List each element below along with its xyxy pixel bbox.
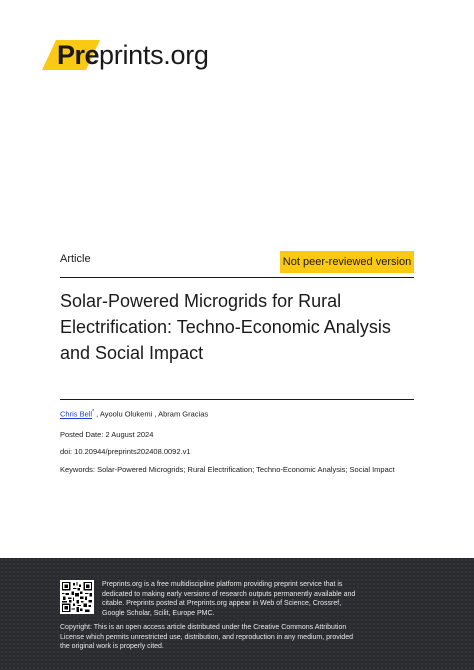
qr-code-icon[interactable] bbox=[60, 580, 94, 614]
preprints-logo[interactable] bbox=[42, 40, 209, 70]
logo-rest-text: prints.org bbox=[99, 39, 209, 70]
author-link-chris-bell[interactable]: Chris Bell bbox=[60, 409, 93, 419]
keywords: Keywords: Solar-Powered Microgrids; Rural Electrification; Techno-Economic Analysis; Social Impact bbox=[60, 465, 395, 474]
copyright-notice: Copyright: This is an open access article distributed under the Creative Commons Attribution License which permits unrestricted use, distribution, and reproduction in any medium, provided the original work is properly cited. bbox=[60, 624, 353, 651]
article-title: Solar-Powered Microgrids for Rural Electrification: Techno-Economic Analysis and Social Impact bbox=[60, 291, 391, 363]
article-type: Article bbox=[60, 253, 91, 265]
corresponding-author-mark: * bbox=[92, 409, 95, 415]
posted-date: Posted Date: 2 August 2024 bbox=[60, 430, 154, 439]
author-list bbox=[60, 409, 208, 419]
divider-top bbox=[60, 277, 414, 278]
doi[interactable]: doi: 10.20944/preprints202408.0092.v1 bbox=[60, 447, 191, 456]
other-authors: , Ayoolu Olukemi , Abram Gracias bbox=[94, 409, 209, 419]
logo-pre-text: Pre bbox=[57, 39, 100, 70]
peer-review-badge: Not peer-reviewed version bbox=[280, 251, 414, 273]
footer-about-text: Preprints.org is a free multidiscipline platform providing preprint service that is dedicated to making early versions of research outputs permanently available and citable. Preprints posted at Preprints.org appear in Web of Science, Crossref, Google Scholar, Scilit, Europe PMC. bbox=[102, 581, 356, 617]
divider-bottom bbox=[60, 399, 414, 400]
